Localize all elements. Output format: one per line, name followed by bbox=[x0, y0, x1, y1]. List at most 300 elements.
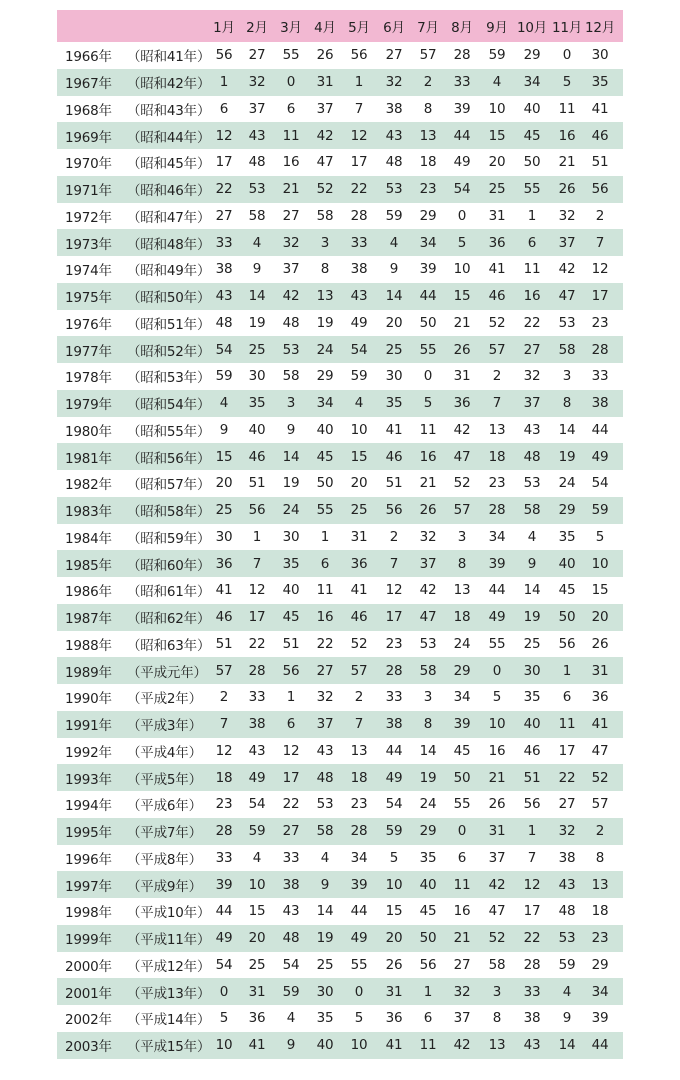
value-cell: 49 bbox=[248, 769, 266, 786]
value-cell: 40 bbox=[523, 100, 541, 117]
value-cell: 22 bbox=[215, 181, 233, 198]
value-cell: 30 bbox=[215, 528, 233, 545]
value-cell: 26 bbox=[316, 47, 334, 64]
value-cell: 52 bbox=[453, 475, 471, 492]
year-cell: 1974年 bbox=[65, 263, 112, 280]
value-cell: 25 bbox=[248, 341, 266, 358]
value-cell: 47 bbox=[591, 742, 609, 759]
era-cell: （平成5年） bbox=[127, 771, 202, 788]
year-cell: 2001年 bbox=[65, 985, 112, 1002]
value-cell: 49 bbox=[350, 930, 368, 947]
value-cell: 2 bbox=[423, 74, 433, 91]
value-cell: 31 bbox=[591, 662, 609, 679]
value-cell: 48 bbox=[558, 903, 576, 920]
value-cell: 56 bbox=[523, 796, 541, 813]
year-cell: 1971年 bbox=[65, 183, 112, 200]
value-cell: 26 bbox=[419, 502, 437, 519]
value-cell: 8 bbox=[562, 395, 572, 412]
value-cell: 34 bbox=[453, 689, 471, 706]
value-cell: 13 bbox=[488, 421, 506, 438]
year-cell: 1966年 bbox=[65, 49, 112, 66]
value-cell: 10 bbox=[385, 876, 403, 893]
value-cell: 17 bbox=[591, 288, 609, 305]
era-cell: （昭和42年） bbox=[127, 76, 211, 93]
value-cell: 24 bbox=[419, 796, 437, 813]
table-row bbox=[57, 310, 623, 337]
value-cell: 42 bbox=[558, 261, 576, 278]
year-cell: 1987年 bbox=[65, 611, 112, 628]
value-cell: 9 bbox=[252, 261, 262, 278]
value-cell: 41 bbox=[591, 100, 609, 117]
value-cell: 2 bbox=[492, 368, 502, 385]
value-cell: 9 bbox=[320, 876, 330, 893]
value-cell: 31 bbox=[488, 207, 506, 224]
value-cell: 39 bbox=[350, 876, 368, 893]
value-cell: 55 bbox=[282, 47, 300, 64]
value-cell: 11 bbox=[316, 582, 334, 599]
value-cell: 11 bbox=[558, 100, 576, 117]
value-cell: 22 bbox=[350, 181, 368, 198]
value-cell: 52 bbox=[350, 635, 368, 652]
value-cell: 39 bbox=[215, 876, 233, 893]
value-cell: 51 bbox=[591, 154, 609, 171]
table-row bbox=[57, 229, 623, 256]
table-row bbox=[57, 122, 623, 149]
value-cell: 42 bbox=[316, 127, 334, 144]
era-cell: （昭和61年） bbox=[127, 584, 211, 601]
value-cell: 28 bbox=[385, 662, 403, 679]
value-cell: 23 bbox=[350, 796, 368, 813]
value-cell: 50 bbox=[419, 314, 437, 331]
table-row bbox=[57, 952, 623, 979]
value-cell: 19 bbox=[282, 475, 300, 492]
value-cell: 26 bbox=[488, 796, 506, 813]
era-cell: （昭和60年） bbox=[127, 557, 211, 574]
value-cell: 42 bbox=[488, 876, 506, 893]
value-cell: 47 bbox=[558, 288, 576, 305]
value-cell: 38 bbox=[558, 849, 576, 866]
month-header: 11月 bbox=[551, 20, 583, 36]
year-cell: 1969年 bbox=[65, 129, 112, 146]
value-cell: 43 bbox=[248, 127, 266, 144]
value-cell: 5 bbox=[423, 395, 433, 412]
value-cell: 10 bbox=[350, 1037, 368, 1054]
value-cell: 2 bbox=[595, 823, 605, 840]
era-cell: （昭和48年） bbox=[127, 236, 211, 253]
value-cell: 32 bbox=[558, 207, 576, 224]
value-cell: 9 bbox=[286, 421, 296, 438]
value-cell: 25 bbox=[385, 341, 403, 358]
value-cell: 2 bbox=[219, 689, 229, 706]
value-cell: 40 bbox=[316, 1037, 334, 1054]
era-cell: （平成4年） bbox=[127, 744, 202, 761]
value-cell: 20 bbox=[488, 154, 506, 171]
value-cell: 33 bbox=[215, 234, 233, 251]
value-cell: 41 bbox=[385, 1037, 403, 1054]
value-cell: 46 bbox=[488, 288, 506, 305]
value-cell: 48 bbox=[282, 314, 300, 331]
era-cell: （平成8年） bbox=[127, 851, 202, 868]
era-cell: （平成12年） bbox=[127, 958, 211, 975]
value-cell: 7 bbox=[389, 555, 399, 572]
value-cell: 4 bbox=[354, 395, 364, 412]
value-cell: 33 bbox=[248, 689, 266, 706]
value-cell: 18 bbox=[453, 609, 471, 626]
value-cell: 31 bbox=[453, 368, 471, 385]
value-cell: 35 bbox=[523, 689, 541, 706]
value-cell: 33 bbox=[523, 983, 541, 1000]
year-cell: 1979年 bbox=[65, 397, 112, 414]
value-cell: 0 bbox=[354, 983, 364, 1000]
value-cell: 7 bbox=[492, 395, 502, 412]
value-cell: 4 bbox=[252, 234, 262, 251]
value-cell: 52 bbox=[488, 930, 506, 947]
value-cell: 44 bbox=[591, 1037, 609, 1054]
value-cell: 49 bbox=[385, 769, 403, 786]
value-cell: 8 bbox=[457, 555, 467, 572]
era-cell: （平成15年） bbox=[127, 1039, 211, 1056]
value-cell: 59 bbox=[385, 207, 403, 224]
table-row bbox=[57, 497, 623, 524]
value-cell: 55 bbox=[419, 341, 437, 358]
table-row bbox=[57, 443, 623, 470]
value-cell: 29 bbox=[591, 956, 609, 973]
value-cell: 24 bbox=[316, 341, 334, 358]
value-cell: 3 bbox=[286, 395, 296, 412]
value-cell: 21 bbox=[453, 930, 471, 947]
value-cell: 56 bbox=[282, 662, 300, 679]
year-cell: 1980年 bbox=[65, 423, 112, 440]
value-cell: 17 bbox=[282, 769, 300, 786]
table-row bbox=[57, 978, 623, 1005]
value-cell: 38 bbox=[385, 716, 403, 733]
value-cell: 40 bbox=[558, 555, 576, 572]
value-cell: 48 bbox=[215, 314, 233, 331]
value-cell: 5 bbox=[354, 1010, 364, 1027]
value-cell: 57 bbox=[215, 662, 233, 679]
era-cell: （昭和43年） bbox=[127, 102, 211, 119]
value-cell: 59 bbox=[215, 368, 233, 385]
value-cell: 59 bbox=[248, 823, 266, 840]
value-cell: 0 bbox=[219, 983, 229, 1000]
era-cell: （平成10年） bbox=[127, 905, 211, 922]
value-cell: 46 bbox=[591, 127, 609, 144]
value-cell: 6 bbox=[286, 100, 296, 117]
value-cell: 11 bbox=[558, 716, 576, 733]
value-cell: 21 bbox=[558, 154, 576, 171]
table-row bbox=[57, 657, 623, 684]
value-cell: 59 bbox=[488, 47, 506, 64]
value-cell: 27 bbox=[282, 207, 300, 224]
value-cell: 35 bbox=[248, 395, 266, 412]
value-cell: 38 bbox=[523, 1010, 541, 1027]
table-row bbox=[57, 604, 623, 631]
value-cell: 1 bbox=[354, 74, 364, 91]
year-cell: 2000年 bbox=[65, 958, 112, 975]
era-cell: （平成2年） bbox=[127, 691, 202, 708]
value-cell: 14 bbox=[558, 1037, 576, 1054]
value-cell: 24 bbox=[282, 502, 300, 519]
value-cell: 9 bbox=[389, 261, 399, 278]
value-cell: 47 bbox=[419, 609, 437, 626]
table-row bbox=[57, 871, 623, 898]
value-cell: 20 bbox=[385, 930, 403, 947]
year-cell: 2002年 bbox=[65, 1012, 112, 1029]
value-cell: 14 bbox=[316, 903, 334, 920]
value-cell: 5 bbox=[219, 1010, 229, 1027]
value-cell: 28 bbox=[453, 47, 471, 64]
value-cell: 25 bbox=[248, 956, 266, 973]
value-cell: 6 bbox=[562, 689, 572, 706]
value-cell: 55 bbox=[523, 181, 541, 198]
value-cell: 4 bbox=[389, 234, 399, 251]
value-cell: 40 bbox=[523, 716, 541, 733]
value-cell: 59 bbox=[282, 983, 300, 1000]
value-cell: 5 bbox=[562, 74, 572, 91]
value-cell: 38 bbox=[248, 716, 266, 733]
value-cell: 23 bbox=[488, 475, 506, 492]
value-cell: 23 bbox=[591, 930, 609, 947]
value-cell: 10 bbox=[248, 876, 266, 893]
era-cell: （平成13年） bbox=[127, 985, 211, 1002]
value-cell: 0 bbox=[562, 47, 572, 64]
value-cell: 43 bbox=[523, 421, 541, 438]
value-cell: 54 bbox=[215, 341, 233, 358]
value-cell: 16 bbox=[282, 154, 300, 171]
year-cell: 1990年 bbox=[65, 691, 112, 708]
year-cell: 1970年 bbox=[65, 156, 112, 173]
value-cell: 7 bbox=[219, 716, 229, 733]
era-cell: （平成元年） bbox=[127, 664, 207, 681]
value-cell: 27 bbox=[282, 823, 300, 840]
value-cell: 44 bbox=[453, 127, 471, 144]
era-cell: （昭和45年） bbox=[127, 156, 211, 173]
value-cell: 48 bbox=[282, 930, 300, 947]
value-cell: 56 bbox=[350, 47, 368, 64]
value-cell: 21 bbox=[282, 181, 300, 198]
value-cell: 19 bbox=[558, 448, 576, 465]
month-header: 5月 bbox=[348, 20, 370, 36]
era-cell: （昭和50年） bbox=[127, 290, 211, 307]
value-cell: 54 bbox=[282, 956, 300, 973]
table-row bbox=[57, 684, 623, 711]
value-cell: 58 bbox=[419, 662, 437, 679]
era-cell: （昭和46年） bbox=[127, 183, 211, 200]
value-cell: 4 bbox=[320, 849, 330, 866]
value-cell: 6 bbox=[219, 100, 229, 117]
value-cell: 36 bbox=[248, 1010, 266, 1027]
value-cell: 10 bbox=[591, 555, 609, 572]
value-cell: 44 bbox=[385, 742, 403, 759]
table-row bbox=[57, 69, 623, 96]
value-cell: 23 bbox=[419, 181, 437, 198]
era-cell: （昭和57年） bbox=[127, 477, 211, 494]
month-header: 3月 bbox=[280, 20, 302, 36]
value-cell: 46 bbox=[523, 742, 541, 759]
value-cell: 2 bbox=[389, 528, 399, 545]
value-cell: 45 bbox=[419, 903, 437, 920]
year-cell: 1975年 bbox=[65, 290, 112, 307]
value-cell: 28 bbox=[523, 956, 541, 973]
value-cell: 12 bbox=[282, 742, 300, 759]
value-cell: 37 bbox=[316, 716, 334, 733]
value-cell: 11 bbox=[282, 127, 300, 144]
value-cell: 43 bbox=[350, 288, 368, 305]
value-cell: 36 bbox=[385, 1010, 403, 1027]
value-cell: 19 bbox=[316, 314, 334, 331]
value-cell: 12 bbox=[215, 127, 233, 144]
value-cell: 27 bbox=[215, 207, 233, 224]
value-cell: 30 bbox=[523, 662, 541, 679]
era-cell: （昭和63年） bbox=[127, 637, 211, 654]
value-cell: 32 bbox=[558, 823, 576, 840]
value-cell: 55 bbox=[488, 635, 506, 652]
value-cell: 31 bbox=[316, 74, 334, 91]
era-cell: （昭和54年） bbox=[127, 397, 211, 414]
value-cell: 56 bbox=[419, 956, 437, 973]
value-cell: 30 bbox=[591, 47, 609, 64]
value-cell: 3 bbox=[457, 528, 467, 545]
era-cell: （昭和55年） bbox=[127, 423, 211, 440]
value-cell: 37 bbox=[453, 1010, 471, 1027]
value-cell: 20 bbox=[591, 609, 609, 626]
value-cell: 8 bbox=[423, 100, 433, 117]
value-cell: 25 bbox=[523, 635, 541, 652]
table-row bbox=[57, 577, 623, 604]
value-cell: 41 bbox=[488, 261, 506, 278]
value-cell: 8 bbox=[320, 261, 330, 278]
value-cell: 23 bbox=[591, 314, 609, 331]
value-cell: 10 bbox=[453, 261, 471, 278]
value-cell: 53 bbox=[282, 341, 300, 358]
value-cell: 9 bbox=[562, 1010, 572, 1027]
value-cell: 40 bbox=[419, 876, 437, 893]
value-cell: 34 bbox=[350, 849, 368, 866]
value-cell: 11 bbox=[419, 421, 437, 438]
table-row bbox=[57, 818, 623, 845]
value-cell: 56 bbox=[558, 635, 576, 652]
value-cell: 19 bbox=[419, 769, 437, 786]
year-cell: 1973年 bbox=[65, 236, 112, 253]
value-cell: 15 bbox=[385, 903, 403, 920]
value-cell: 23 bbox=[215, 796, 233, 813]
month-header: 6月 bbox=[383, 20, 405, 36]
value-cell: 31 bbox=[385, 983, 403, 1000]
table-row bbox=[57, 203, 623, 230]
value-cell: 43 bbox=[558, 876, 576, 893]
value-cell: 31 bbox=[350, 528, 368, 545]
era-cell: （平成3年） bbox=[127, 718, 202, 735]
value-cell: 7 bbox=[527, 849, 537, 866]
value-cell: 53 bbox=[419, 635, 437, 652]
table-row bbox=[57, 256, 623, 283]
value-cell: 14 bbox=[523, 582, 541, 599]
value-cell: 43 bbox=[385, 127, 403, 144]
value-cell: 53 bbox=[558, 930, 576, 947]
value-cell: 38 bbox=[282, 876, 300, 893]
value-cell: 13 bbox=[350, 742, 368, 759]
value-cell: 57 bbox=[419, 47, 437, 64]
value-cell: 49 bbox=[488, 609, 506, 626]
value-cell: 35 bbox=[558, 528, 576, 545]
value-cell: 22 bbox=[558, 769, 576, 786]
year-cell: 1988年 bbox=[65, 637, 112, 654]
value-cell: 25 bbox=[215, 502, 233, 519]
value-cell: 47 bbox=[316, 154, 334, 171]
table-row bbox=[57, 336, 623, 363]
table-row bbox=[57, 925, 623, 952]
value-cell: 29 bbox=[419, 207, 437, 224]
value-cell: 26 bbox=[453, 341, 471, 358]
era-cell: （昭和53年） bbox=[127, 370, 211, 387]
value-cell: 59 bbox=[591, 502, 609, 519]
value-cell: 41 bbox=[385, 421, 403, 438]
value-cell: 13 bbox=[488, 1037, 506, 1054]
table-row bbox=[57, 898, 623, 925]
value-cell: 7 bbox=[354, 716, 364, 733]
table-row bbox=[57, 96, 623, 123]
value-cell: 54 bbox=[385, 796, 403, 813]
value-cell: 45 bbox=[453, 742, 471, 759]
value-cell: 4 bbox=[252, 849, 262, 866]
year-cell: 1996年 bbox=[65, 851, 112, 868]
value-cell: 27 bbox=[558, 796, 576, 813]
value-cell: 6 bbox=[320, 555, 330, 572]
value-cell: 32 bbox=[385, 74, 403, 91]
year-cell: 1995年 bbox=[65, 825, 112, 842]
year-cell: 1967年 bbox=[65, 76, 112, 93]
value-cell: 25 bbox=[488, 181, 506, 198]
value-cell: 48 bbox=[248, 154, 266, 171]
value-cell: 52 bbox=[488, 314, 506, 331]
value-cell: 50 bbox=[453, 769, 471, 786]
value-cell: 57 bbox=[453, 502, 471, 519]
value-cell: 21 bbox=[419, 475, 437, 492]
value-cell: 9 bbox=[286, 1037, 296, 1054]
value-cell: 29 bbox=[558, 502, 576, 519]
value-cell: 33 bbox=[591, 368, 609, 385]
value-cell: 0 bbox=[457, 823, 467, 840]
month-header: 1月 bbox=[213, 20, 235, 36]
value-cell: 54 bbox=[248, 796, 266, 813]
value-cell: 18 bbox=[591, 903, 609, 920]
year-cell: 1992年 bbox=[65, 744, 112, 761]
value-cell: 0 bbox=[286, 74, 296, 91]
data-table bbox=[57, 10, 623, 1059]
value-cell: 12 bbox=[385, 582, 403, 599]
era-cell: （平成7年） bbox=[127, 825, 202, 842]
value-cell: 36 bbox=[591, 689, 609, 706]
value-cell: 57 bbox=[350, 662, 368, 679]
value-cell: 30 bbox=[282, 528, 300, 545]
value-cell: 12 bbox=[523, 876, 541, 893]
value-cell: 43 bbox=[215, 288, 233, 305]
value-cell: 51 bbox=[282, 635, 300, 652]
value-cell: 20 bbox=[350, 475, 368, 492]
value-cell: 46 bbox=[215, 609, 233, 626]
value-cell: 20 bbox=[215, 475, 233, 492]
value-cell: 12 bbox=[591, 261, 609, 278]
year-cell: 1984年 bbox=[65, 530, 112, 547]
value-cell: 53 bbox=[385, 181, 403, 198]
value-cell: 28 bbox=[591, 341, 609, 358]
value-cell: 33 bbox=[453, 74, 471, 91]
value-cell: 17 bbox=[350, 154, 368, 171]
value-cell: 19 bbox=[523, 609, 541, 626]
value-cell: 30 bbox=[316, 983, 334, 1000]
value-cell: 53 bbox=[316, 796, 334, 813]
table-row bbox=[57, 417, 623, 444]
